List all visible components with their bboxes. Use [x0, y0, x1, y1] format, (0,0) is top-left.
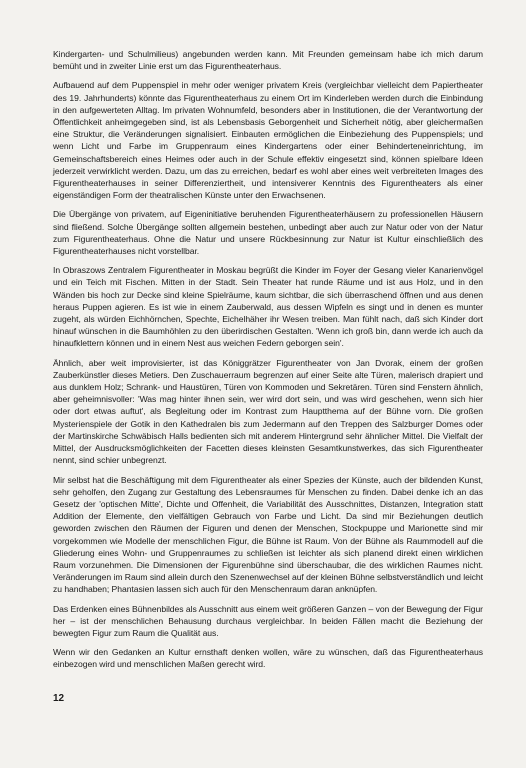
paragraph-6: Mir selbst hat die Beschäftigung mit dem Figurentheater als einer Spezies der Künste, auch der bildenden Kunst, sehr geholfen, den Zugang zur Gestaltung des Lebensraumes für Menschen zu finden. Dabei denke ich an das Gesetz der 'optischen Mitte', Dichte und Offenheit, die Variabilität des Ausschnittes, Distanzen, Integration statt Addition der Elemente, den vielfältigen Gebrauch von Farbe und Licht. Da sind mir Beziehungen deutlich geworden zwischen den Räumen der Figuren und denen der Menschen, Stockpuppe und Marionette sind mir vorgekommen wie Modelle der menschlichen Figur, die Bühne ist Raum. Von der Bühne als Raummodell auf die Gliederung eines Wohn- und Gruppenraumes zu schließen ist leichter als sich planend direkt einen wirklichen Raum vorzunehmen. Die Dimensionen der Figurenbühne sind überschaubar, die des wirklichen Raumes nicht. Veränderungen im Raum sind allein durch den Szenenwechsel auf der kleinen Bühne selbstverständlich und leicht zu handhaben; Phantasien lassen sich auch für den Menschenraum daran anknüpfen.	[53, 474, 483, 595]
page-number: 12	[53, 693, 65, 704]
paragraph-3: Die Übergänge von privatem, auf Eigeninitiative beruhenden Figurentheaterhäusern zu professionellen Häusern sind fließend. Solche Übergänge sollten allgemein bestehen, unbedingt aber auch zur Natur oder von der Natur zum Figurentheaterhaus. Ohne die Natur und unsere Rückbesinnung zur Natur ist Kultur einschließlich des Figurentheaterhauses nicht vorstellbar.	[53, 209, 483, 257]
paragraph-5: Ähnlich, aber weit improvisierter, ist das Königgrätzer Figurentheater von Jan Dvorak, einem der großen Zauberkünstler dieses Metiers. Den Zuschauerraum begrenzen auf einer Seite alte Türen, malerisch drapiert und aus dunklem Holz; Schrank- und Haustüren, Türen von Kommoden und Sekretären. Türen sind Fenstern ähnlich, aber geheimnisvoller: 'Was mag hinter ihnen sein, wer wird dort sein, und was wird geschehen, wenn sich hier oder dort etwas auftut', als Begleitung oder im Kontrast zum Hauptthema auf der Bühne vorn. Die großen Mysterienspiele der Gotik in den Kathedralen bis zum Jedermann auf den Treppen des Salzburger Domes oder der Martinskirche Schwäbisch Halls bedienten sich mit anderem Hintergrund sehr ähnlicher Mittel. Die Vielfalt der Mittel, der Ausdrucksmöglichkeiten der Facetten dieses kleinsten Gesamtkunstwerkes, das sich Figurentheater nennt, sind schier unbegrenzt.	[53, 357, 483, 466]
page-body	[53, 48, 483, 678]
paragraph-7: Das Erdenken eines Bühnenbildes als Ausschnitt aus einem weit größeren Ganzen – von der Bewegung der Figur her – ist der menschlichen Behausung durchaus vergleichbar. In beiden Fällen macht die Beziehung der bewegten Figur zum Raum die Qualität aus.	[53, 603, 483, 638]
paragraph-8: Wenn wir den Gedanken an Kultur ernsthaft denken wollen, wäre zu wünschen, daß das Figurentheaterhaus einbezogen wird und menschlichen Maßen gerecht wird.	[53, 647, 483, 670]
paragraph-2: Aufbauend auf dem Puppenspiel in mehr oder weniger privatem Kreis (vergleichbar vielleicht dem Papiertheater des 19. Jahrhunderts) könnte das Figurentheaterhaus zu einem Ort im Kinderleben werden durch die Einbindung in den aufgewerteten Alltag. Im privaten Wohnumfeld, besonders aber in Institutionen, die der Verantwortung der Öffentlichkeit anheimgegeben sind, ist als Lebensbasis Geborgenheit und Sicherheit nötig, aber gleichermaßen eine Struktur, die Veränderungen signalisiert. Einbauten ermöglichen die Einbeziehung des Puppenspiels; und wenn Licht und Farbe im Gruppenraum eines Kindergartens oder einer Behinderteneinrichtung, im Gemeinschaftsbereich eines Heimes oder auch in der Schule effektiv eingesetzt sind, können spielbare Ideen jederzeit verwirklicht werden. Dazu, um das zu erreichen, bedarf es wohl aber eines weit verbreiteten Images des Figurentheaterhauses in seiner Differenziertheit, und intensiverer Kenntnis des Figurentheaters als einer eigenständigen Form der theatralischen Künste unter den Erwachsenen.	[53, 80, 483, 201]
paragraph-1: Kindergarten- und Schulmilieus) angebunden werden kann. Mit Freunden gemeinsam habe ich mich darum bemüht und in zweiter Linie erst um das Figurentheaterhaus.	[53, 49, 483, 72]
paragraph-4: In Obraszows Zentralem Figurentheater in Moskau begrüßt die Kinder im Foyer der Gesang vieler Kanarienvögel und ein Teich mit Fischen. Mitten in der Stadt. Sein Theater hat runde Räume und ist aus Holz, und in den Wänden bis hoch zur Decke sind kleine Spielräume, kaum sichtbar, die sich überraschend öffnen und aus denen heraus Puppen agieren. Es ist wie in einem Zauberwald, aus dessen Wipfeln es singt und in denen es munter zugeht, als würden Eichhörnchen, Spechte, Eichelhäher ihr Wesen treiben. Man fühlt nach, daß sich Kinder dort hinauf wünschen in die Baumhöhlen zu den überirdischen Gestalten. 'Wenn ich groß bin, dann werde ich auch da hinaufklettern können und in einem Nest aus weichen Federn geborgen sein'.	[53, 265, 483, 349]
